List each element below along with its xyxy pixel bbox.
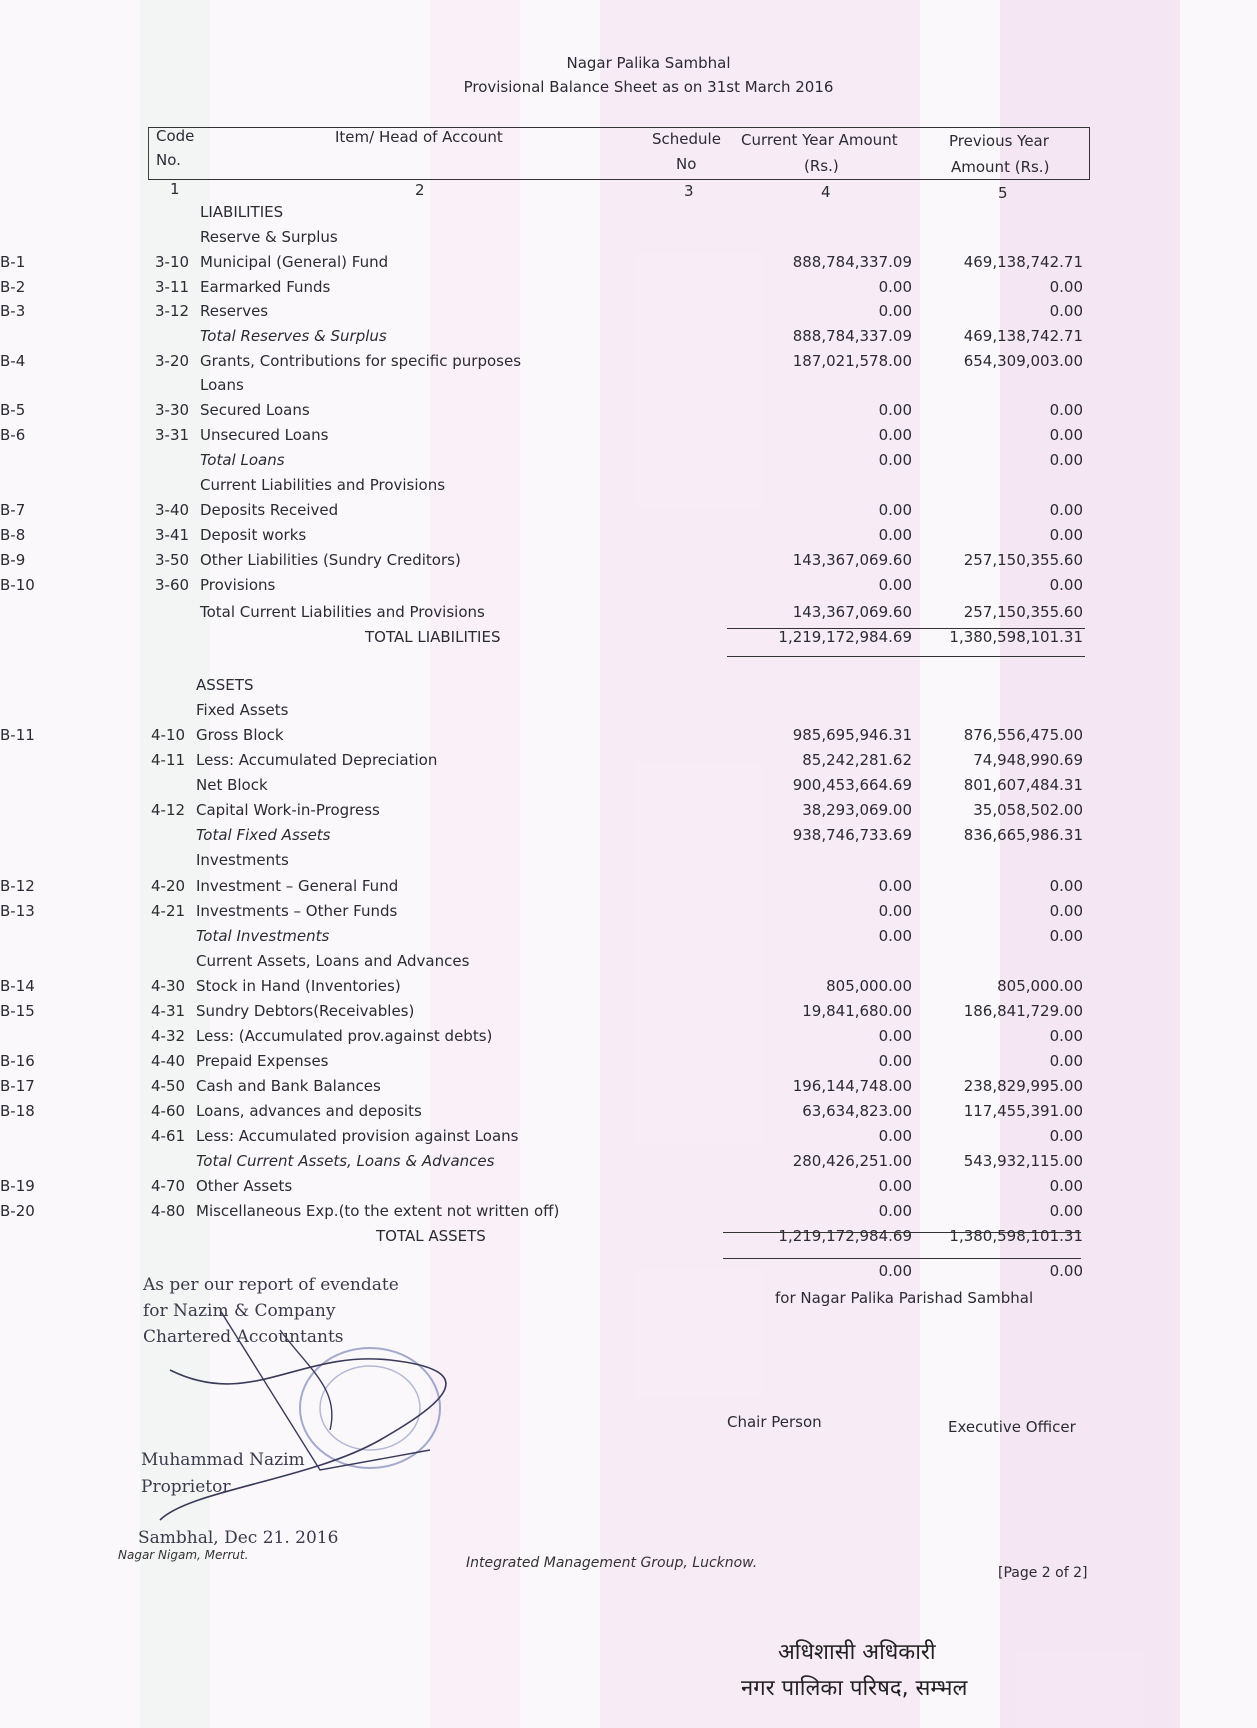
row-item: Total Current Assets, Loans & Advances <box>196 1152 495 1170</box>
col-code-label-2: No. <box>156 151 181 169</box>
col-number-2: 2 <box>415 181 425 199</box>
row-schedule: B-19 <box>0 1177 35 1195</box>
document-subtitle: Provisional Balance Sheet as on 31st March 2016 <box>463 78 834 96</box>
row-current-amount: 1,219,172,984.69 <box>778 628 912 646</box>
col-number-3: 3 <box>684 182 694 200</box>
row-previous-amount: 0.00 <box>1049 451 1083 469</box>
row-item: Gross Block <box>196 726 284 744</box>
row-previous-amount: 0.00 <box>1049 1177 1083 1195</box>
row-item: Net Block <box>196 776 268 794</box>
row-current-amount: 888,784,337.09 <box>792 327 912 345</box>
row-previous-amount: 0.00 <box>1049 877 1083 895</box>
row-previous-amount: 801,607,484.31 <box>963 776 1083 794</box>
row-item: Total Current Liabilities and Provisions <box>200 603 485 621</box>
row-item: Loans <box>200 376 244 394</box>
row-previous-amount: 0.00 <box>1049 1052 1083 1070</box>
auditor-firm: for Nazim & Company <box>143 1301 336 1321</box>
row-code: 4-31 <box>151 1002 186 1020</box>
row-item: Miscellaneous Exp.(to the extent not written off) <box>196 1202 560 1220</box>
col-previous-label-2: Amount (Rs.) <box>951 158 1050 176</box>
row-item: Current Assets, Loans and Advances <box>196 952 470 970</box>
executive-officer-label: Executive Officer <box>948 1418 1076 1436</box>
row-schedule: B-13 <box>0 902 35 920</box>
row-item: Less: Accumulated Depreciation <box>196 751 438 769</box>
row-item: Investments – Other Funds <box>196 902 398 920</box>
footer-software-credit: Integrated Management Group, Lucknow. <box>466 1555 758 1571</box>
row-previous-amount: 0.00 <box>1049 1262 1083 1280</box>
row-current-amount: 0.00 <box>878 1202 912 1220</box>
row-item: Total Fixed Assets <box>196 826 331 844</box>
row-previous-amount: 0.00 <box>1049 426 1083 444</box>
row-item: Prepaid Expenses <box>196 1052 329 1070</box>
row-previous-amount: 0.00 <box>1049 927 1083 945</box>
row-item: Deposit works <box>200 526 307 544</box>
row-current-amount: 805,000.00 <box>826 977 912 995</box>
row-code: 4-30 <box>151 977 186 995</box>
row-item: Grants, Contributions for specific purposes <box>200 352 522 370</box>
row-previous-amount: 186,841,729.00 <box>963 1002 1083 1020</box>
row-schedule: B-18 <box>0 1102 35 1120</box>
row-schedule: B-16 <box>0 1052 35 1070</box>
page-number: [Page 2 of 2] <box>998 1565 1088 1581</box>
row-code: 3-12 <box>155 302 190 320</box>
signatory-for: for Nagar Palika Parishad Sambhal <box>775 1289 1034 1307</box>
row-item: Unsecured Loans <box>200 426 329 444</box>
row-previous-amount: 0.00 <box>1049 576 1083 594</box>
row-code: 4-40 <box>151 1052 186 1070</box>
row-previous-amount: 0.00 <box>1049 278 1083 296</box>
row-current-amount: 196,144,748.00 <box>792 1077 912 1095</box>
row-current-amount: 0.00 <box>878 426 912 444</box>
row-item: LIABILITIES <box>200 203 284 221</box>
hindi-designation-stamp: अधिशासी अधिकारी <box>778 1640 936 1665</box>
row-current-amount: 63,634,823.00 <box>802 1102 912 1120</box>
row-item: Less: Accumulated provision against Loans <box>196 1127 519 1145</box>
row-schedule: B-14 <box>0 977 35 995</box>
row-schedule: B-1 <box>0 253 26 271</box>
row-code: 3-20 <box>155 352 190 370</box>
row-previous-amount: 0.00 <box>1049 902 1083 920</box>
footer-left-stamp: Nagar Nigam, Merrut. <box>118 1548 249 1562</box>
row-previous-amount: 1,380,598,101.31 <box>949 628 1083 646</box>
row-item: Stock in Hand (Inventories) <box>196 977 401 995</box>
row-schedule: B-10 <box>0 576 35 594</box>
row-schedule: B-12 <box>0 877 35 895</box>
row-current-amount: 143,367,069.60 <box>792 603 912 621</box>
row-previous-amount: 805,000.00 <box>997 977 1083 995</box>
col-previous-label: Previous Year <box>949 132 1049 150</box>
row-item: ASSETS <box>196 676 254 694</box>
row-item: Total Loans <box>200 451 285 469</box>
row-item: Cash and Bank Balances <box>196 1077 381 1095</box>
row-code: 4-11 <box>151 751 186 769</box>
row-current-amount: 0.00 <box>878 451 912 469</box>
row-item: TOTAL LIABILITIES <box>365 628 501 646</box>
row-code: 4-80 <box>151 1202 186 1220</box>
row-schedule: B-2 <box>0 278 26 296</box>
row-item: Earmarked Funds <box>200 278 331 296</box>
row-current-amount: 0.00 <box>878 902 912 920</box>
row-current-amount: 280,426,251.00 <box>792 1152 912 1170</box>
row-current-amount: 0.00 <box>878 1027 912 1045</box>
row-previous-amount: 74,948,990.69 <box>973 751 1083 769</box>
row-previous-amount: 0.00 <box>1049 526 1083 544</box>
row-previous-amount: 0.00 <box>1049 501 1083 519</box>
auditor-role: Proprietor <box>141 1477 231 1497</box>
col-number-4: 4 <box>821 183 831 201</box>
row-schedule: B-6 <box>0 426 26 444</box>
row-schedule: B-3 <box>0 302 26 320</box>
row-previous-amount: 469,138,742.71 <box>963 253 1083 271</box>
row-code: 4-21 <box>151 902 186 920</box>
row-previous-amount: 469,138,742.71 <box>963 327 1083 345</box>
row-schedule: B-11 <box>0 726 35 744</box>
row-item: Investments <box>196 851 289 869</box>
col-number-5: 5 <box>998 184 1008 202</box>
col-code-label: Code <box>156 127 195 145</box>
row-item: Less: (Accumulated prov.against debts) <box>196 1027 493 1045</box>
row-item: Total Investments <box>196 927 330 945</box>
row-code: 3-40 <box>155 501 190 519</box>
row-current-amount: 0.00 <box>878 877 912 895</box>
row-current-amount: 0.00 <box>878 526 912 544</box>
row-current-amount: 900,453,664.69 <box>792 776 912 794</box>
row-code: 4-12 <box>151 801 186 819</box>
row-previous-amount: 836,665,986.31 <box>963 826 1083 844</box>
row-code: 4-10 <box>151 726 186 744</box>
hindi-office-stamp: नगर पालिका परिषद, सम्भल <box>741 1676 968 1701</box>
row-item: Fixed Assets <box>196 701 289 719</box>
row-previous-amount: 0.00 <box>1049 1127 1083 1145</box>
row-previous-amount: 876,556,475.00 <box>963 726 1083 744</box>
row-current-amount: 0.00 <box>878 302 912 320</box>
row-schedule: B-8 <box>0 526 26 544</box>
row-current-amount: 0.00 <box>878 278 912 296</box>
row-schedule: B-20 <box>0 1202 35 1220</box>
row-current-amount: 143,367,069.60 <box>792 551 912 569</box>
row-schedule: B-15 <box>0 1002 35 1020</box>
col-schedule-label-2: No <box>676 155 697 173</box>
row-current-amount: 0.00 <box>878 1177 912 1195</box>
col-current-label-2: (Rs.) <box>804 157 839 175</box>
chair-person-label: Chair Person <box>727 1413 822 1431</box>
row-item: Reserves <box>200 302 269 320</box>
liabilities-total-rule <box>727 656 1085 657</box>
row-current-amount: 85,242,281.62 <box>802 751 912 769</box>
row-item: Sundry Debtors(Receivables) <box>196 1002 415 1020</box>
liabilities-subtotal-rule <box>727 628 1085 629</box>
row-current-amount: 985,695,946.31 <box>792 726 912 744</box>
row-previous-amount: 238,829,995.00 <box>963 1077 1083 1095</box>
row-item: Secured Loans <box>200 401 310 419</box>
row-schedule: B-4 <box>0 352 26 370</box>
row-item: Reserve & Surplus <box>200 228 338 246</box>
document-title: Nagar Palika Sambhal <box>566 54 731 72</box>
row-current-amount: 0.00 <box>878 501 912 519</box>
row-current-amount: 187,021,578.00 <box>792 352 912 370</box>
row-current-amount: 0.00 <box>878 576 912 594</box>
row-item: TOTAL ASSETS <box>376 1227 486 1245</box>
row-item: Current Liabilities and Provisions <box>200 476 446 494</box>
auditor-report-line: As per our report of evendate <box>143 1275 399 1295</box>
row-item: Provisions <box>200 576 276 594</box>
row-code: 3-30 <box>155 401 190 419</box>
row-item: Other Liabilities (Sundry Creditors) <box>200 551 461 569</box>
row-current-amount: 1,219,172,984.69 <box>778 1227 912 1245</box>
row-previous-amount: 0.00 <box>1049 401 1083 419</box>
row-previous-amount: 0.00 <box>1049 1027 1083 1045</box>
row-item: Municipal (General) Fund <box>200 253 389 271</box>
row-code: 3-11 <box>155 278 190 296</box>
row-code: 4-20 <box>151 877 186 895</box>
row-code: 3-10 <box>155 253 190 271</box>
row-code: 4-50 <box>151 1077 186 1095</box>
row-current-amount: 38,293,069.00 <box>802 801 912 819</box>
row-previous-amount: 117,455,391.00 <box>963 1102 1083 1120</box>
row-item: Investment – General Fund <box>196 877 399 895</box>
col-item-label: Item/ Head of Account <box>335 128 503 146</box>
row-schedule: B-9 <box>0 551 26 569</box>
row-item: Other Assets <box>196 1177 293 1195</box>
row-previous-amount: 543,932,115.00 <box>963 1152 1083 1170</box>
row-code: 4-32 <box>151 1027 186 1045</box>
row-previous-amount: 257,150,355.60 <box>963 551 1083 569</box>
col-current-label: Current Year Amount <box>741 131 898 149</box>
row-current-amount: 0.00 <box>878 1262 912 1280</box>
row-item: Deposits Received <box>200 501 339 519</box>
row-previous-amount: 257,150,355.60 <box>963 603 1083 621</box>
row-schedule: B-5 <box>0 401 26 419</box>
row-previous-amount: 0.00 <box>1049 302 1083 320</box>
assets-total-rule-bottom <box>723 1258 1081 1259</box>
col-schedule-label: Schedule <box>652 130 721 148</box>
row-item: Loans, advances and deposits <box>196 1102 422 1120</box>
row-current-amount: 0.00 <box>878 1127 912 1145</box>
row-previous-amount: 1,380,598,101.31 <box>949 1227 1083 1245</box>
row-current-amount: 0.00 <box>878 401 912 419</box>
row-schedule: B-17 <box>0 1077 35 1095</box>
auditor-place-date: Sambhal, Dec 21. 2016 <box>138 1528 339 1548</box>
assets-total-rule-top <box>723 1232 1081 1233</box>
row-current-amount: 0.00 <box>878 927 912 945</box>
row-previous-amount: 35,058,502.00 <box>973 801 1083 819</box>
row-previous-amount: 654,309,003.00 <box>963 352 1083 370</box>
row-current-amount: 0.00 <box>878 1052 912 1070</box>
row-schedule: B-7 <box>0 501 26 519</box>
row-code: 3-41 <box>155 526 190 544</box>
auditor-designation: Chartered Accountants <box>143 1327 344 1347</box>
row-code: 4-60 <box>151 1102 186 1120</box>
row-code: 4-70 <box>151 1177 186 1195</box>
row-item: Capital Work-in-Progress <box>196 801 380 819</box>
row-current-amount: 938,746,733.69 <box>792 826 912 844</box>
row-code: 3-50 <box>155 551 190 569</box>
col-number-1: 1 <box>170 180 180 198</box>
row-previous-amount: 0.00 <box>1049 1202 1083 1220</box>
auditor-name: Muhammad Nazim <box>141 1450 305 1470</box>
row-code: 4-61 <box>151 1127 186 1145</box>
row-current-amount: 888,784,337.09 <box>792 253 912 271</box>
row-current-amount: 19,841,680.00 <box>802 1002 912 1020</box>
row-item: Total Reserves & Surplus <box>200 327 387 345</box>
row-code: 3-31 <box>155 426 190 444</box>
row-code: 3-60 <box>155 576 190 594</box>
